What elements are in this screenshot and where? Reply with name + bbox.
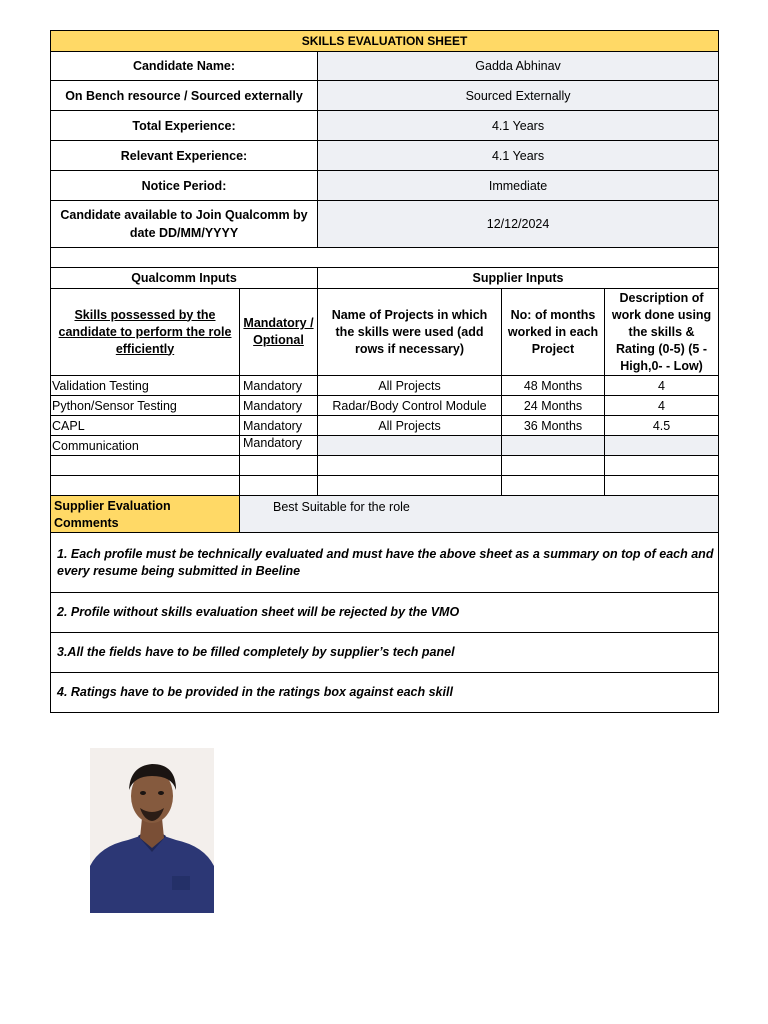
rating-column-header: Description of work done using the skills & Rating (0-5) (5 - High,0- - Low) bbox=[605, 289, 719, 376]
skill-project: Radar/Body Control Module bbox=[318, 396, 502, 416]
skill-project bbox=[318, 436, 502, 456]
table-row bbox=[51, 396, 719, 416]
skill-rating: 4 bbox=[605, 396, 719, 416]
skill-rating: 4.5 bbox=[605, 416, 719, 436]
sheet-title: SKILLS EVALUATION SHEET bbox=[51, 31, 719, 52]
join-date-label: Candidate available to Join Qualcomm by date DD/MM/YYYY bbox=[51, 201, 318, 248]
skill-rating bbox=[605, 436, 719, 456]
table-row bbox=[51, 416, 719, 436]
projects-column-header: Name of Projects in which the skills were used (add rows if necessary) bbox=[318, 289, 502, 376]
note-1: 1. Each profile must be technically evaluated and must have the above sheet as a summary on top of each and every resume being submitted in Beeline bbox=[51, 533, 719, 593]
spacer-row bbox=[51, 248, 719, 268]
skill-months bbox=[502, 436, 605, 456]
skill-project: All Projects bbox=[318, 376, 502, 396]
skill-mandatory: Mandatory bbox=[240, 396, 318, 416]
candidate-name-label: Candidate Name: bbox=[51, 52, 318, 81]
bench-label: On Bench resource / Sourced externally bbox=[51, 81, 318, 111]
skill-mandatory: Mandatory bbox=[240, 376, 318, 396]
skills-evaluation-sheet bbox=[50, 30, 718, 713]
skill-rating: 4 bbox=[605, 376, 719, 396]
total-experience-value: 4.1 Years bbox=[318, 111, 719, 141]
qualcomm-inputs-header: Qualcomm Inputs bbox=[51, 268, 318, 289]
skill-mandatory: Mandatory bbox=[240, 416, 318, 436]
note-3: 3.All the fields have to be filled completely by supplier’s tech panel bbox=[51, 633, 719, 673]
empty-row bbox=[51, 476, 719, 496]
note-4: 4. Ratings have to be provided in the ratings box against each skill bbox=[51, 673, 719, 713]
evaluation-table bbox=[50, 30, 719, 713]
skill-mandatory: Mandatory bbox=[240, 436, 318, 456]
skill-name: Python/Sensor Testing bbox=[51, 396, 240, 416]
supplier-evaluation-label: Supplier Evaluation Comments bbox=[51, 496, 240, 533]
supplier-evaluation-value: Best Suitable for the role bbox=[240, 496, 719, 533]
relevant-experience-label: Relevant Experience: bbox=[51, 141, 318, 171]
notice-period-value: Immediate bbox=[318, 171, 719, 201]
candidate-photo-illustration bbox=[90, 748, 214, 913]
bench-value: Sourced Externally bbox=[318, 81, 719, 111]
skill-project: All Projects bbox=[318, 416, 502, 436]
months-column-header: No: of months worked in each Project bbox=[502, 289, 605, 376]
candidate-photo bbox=[90, 748, 214, 913]
empty-row bbox=[51, 456, 719, 476]
skill-months: 48 Months bbox=[502, 376, 605, 396]
skills-column-header: Skills possessed by the candidate to perform the role efficiently bbox=[51, 289, 240, 376]
notice-period-label: Notice Period: bbox=[51, 171, 318, 201]
relevant-experience-value: 4.1 Years bbox=[318, 141, 719, 171]
candidate-name-value: Gadda Abhinav bbox=[318, 52, 719, 81]
skill-name: Validation Testing bbox=[51, 376, 240, 396]
note-2: 2. Profile without skills evaluation sheet will be rejected by the VMO bbox=[51, 593, 719, 633]
skill-name: CAPL bbox=[51, 416, 240, 436]
table-row bbox=[51, 436, 719, 456]
total-experience-label: Total Experience: bbox=[51, 111, 318, 141]
table-row bbox=[51, 376, 719, 396]
skill-months: 24 Months bbox=[502, 396, 605, 416]
skill-name: Communication bbox=[51, 436, 240, 456]
skill-months: 36 Months bbox=[502, 416, 605, 436]
mandatory-column-header: Mandatory / Optional bbox=[240, 289, 318, 376]
join-date-value: 12/12/2024 bbox=[318, 201, 719, 248]
supplier-inputs-header: Supplier Inputs bbox=[318, 268, 719, 289]
